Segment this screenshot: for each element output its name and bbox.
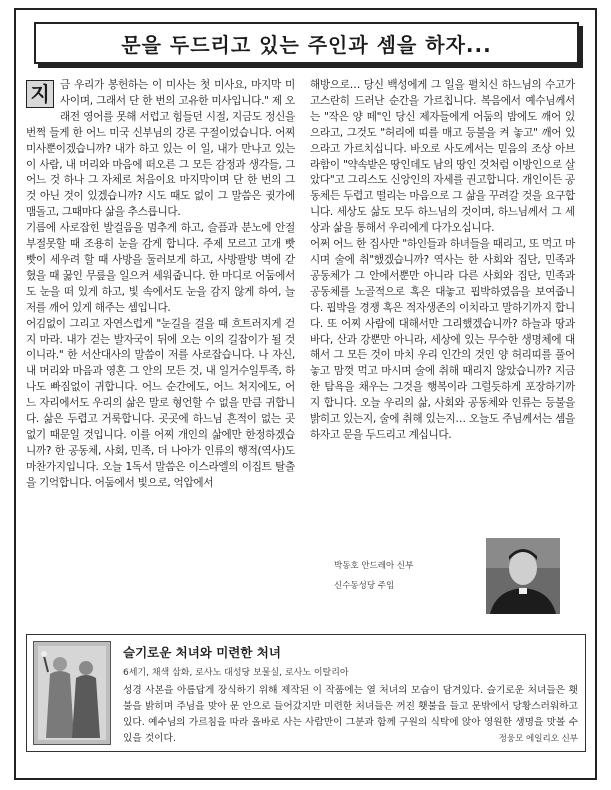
page-frame [14,8,597,780]
title-box [34,22,579,64]
article-paragraph: 해방으로… 당신 백성에게 그 일을 펼치신 하느님의 수고가 고스란히 드러난 순간을 가르칩니다. 복음에서 예수님께서는 "작은 양 떼"인 당신 제자들에게 어둠의 밤에도 깨어 있으라고, 그것도 "허리에 띠를 매고 등불을 켜 놓고" 깨어 있으라고 가르치십니다. 바오로 사도께서는 믿음의 조상 아브라함이 "약속받은 땅인데도 남의 땅인 것처럼 이방인으로 살았다"고 그리스도 신앙인의 자세를 권고합니다. 개인이든 공동체든 두렵고 떨리는 마음으로 그 삶을 꾸려갈 것을 요구합니다. 세상도 삶도 모두 하느님의 것이며, 하느님께서 그 세상과 삶을 통해서 우리에게 다가오십니다. [310,79,575,235]
author-name: 박동호 안드레아 신부 [334,561,414,571]
author-photo [486,538,560,614]
caption-text [123,643,578,747]
artwork-caption-box [26,634,586,752]
author-portrait-image [486,538,560,614]
artwork-image [33,641,111,745]
drop-cap: 지 [26,80,54,108]
author-block [334,556,413,596]
article-paragraph: 어김없이 그리고 자연스럽게 "눈길을 걸을 때 흐트러지게 걷지 마라. 내가 걷는 발자국이 뒤에 오는 이의 길잡이가 될 것이니라." 한 서산대사의 말씀이 저를 사로잡습니다. 나 자신, 내 머리와 마음과 영혼 그 안의 모든 것, 내 일거수일투족, 하나도 빠짐없이 귀합니다. 어느 순간에도, 어느 처지에도, 어느 자리에서도 우리의 삶은 말로 형언할 수 없을 만큼 귀합니다. 삶은 두렵고 거룩합니다. 곳곳에 하느님 흔적이 없는 곳 없기 때문일 것입니다. 이를 어찌 개인의 삶에만 한정하겠습니까? 한 공동체, 사회, 민족, 더 나아가 인류의 행적(역사)도 마찬가지입니다. 오늘 1독서 말씀은 이스라엘의 이집트 탈출을 기억합니다. 어둠에서 빛으로, 억압에서 [26,317,295,489]
caption-body-text: 성경 사본을 아름답게 장식하기 위해 제작된 이 작품에는 열 처녀의 모습이 담겨있다. 슬기로운 처녀들은 횃불을 밝히며 주님을 맞아 문 안으로 들어갔지만 미련한 처녀들은 꺼진 횃불을 들고 문밖에서 당황스러워하고 있다. 예수님의 가르침을 따라 올바로 사는 사람만이 그분과 함께 구원의 식탁에 앉아 영원한 생명을 맛볼 수 있을 것이다. [123,685,578,744]
caption-author: 정웅모 에일리오 신부 [498,734,578,744]
article-paragraph: 기름에 사로잡힌 발걸음을 멈추게 하고, 슬픔과 분노에 안절부절못할 때 조용히 눈을 감게 합니다. 주제 모르고 고개 빳빳이 세우려 할 때 사방을 둘러보게 하고, 사방팔방 벽에 갇혔을 때 꿇인 무릎을 일으켜 세워줍니다. 한 마디로 어둠에서도 눈을 떠 있게 하고, 빛 속에서도 눈을 감지 않게 하여, 늘 저를 깨어 있게 해주는 셈입니다. [26,222,295,314]
page-title: 문을 두드리고 있는 주인과 셈을 하자... [121,32,492,57]
virgins-painting-image [34,642,110,744]
caption-subtitle: 6세기, 채색 삽화, 로사노 대성당 보물실, 로사노 이탈리아 [123,668,349,678]
article-paragraph: 금 우리가 봉헌하는 이 미사는 첫 미사요, 마지막 미사이며, 그래서 단 한 번의 고유한 미사입니다." 제 오래전 영어를 못해 서럽고 힘들던 시절, 지금도 정신을 번쩍 들게 한 어느 미국 신부님의 강론 구절이었습니다. 어찌 미사뿐이겠습니까? 내가 하고 있는 이 일, 내가 만나고 있는 이 사람, 내 머리와 마음에 떠오른 그 모든 감정과 생각들, 그 어느 것 하나 그 자체로 처음이요 마지막이며 단 한 번의 그것 아닌 것이 있겠습니까? 시도 때도 없이 그 말씀은 귓가에 맴돌고, 그때마다 삶을 추스릅니다. [26,79,295,219]
article-left-column [26,78,295,492]
caption-title: 슬기로운 처녀와 미련한 처녀 [123,645,281,660]
article-paragraph: 어쩌 어느 한 집사만 "하인들과 하녀들을 때리고, 또 먹고 마시며 술에 취"했겠습니까? 역사는 한 사회와 집단, 민족과 공동체가 그 안에서뿐만 아니라 다른 사회와 집단, 민족과 공동체를 노골적으로 혹은 대놓고 핍박하였음을 보여줍니다. 핍박을 경쟁 혹은 적자생존의 이치라고 말하기까지 합니다. 또 어찌 사람에 대해서만 그리했겠습니까? 하늘과 땅과 바다, 산과 강뿐만 아니라, 세상에 있는 무수한 생명체에 대해서 그 모든 것이 마치 우리 인간의 것인 양 허리띠를 풀어놓고 맘껏 먹고 마시며 술에 취해 때리지 않았습니까? 지금한 탐욕을 채우는 그것을 행복이라 그럴듯하게 포장하기까지 합니다. 오늘 우리의 삶, 사회와 공동체와 인류는 등불을 밝히고 있는지, 술에 취해 있는지… 오늘도 주님께서는 셈을 하자고 문을 두드리고 계십니다. [310,238,575,441]
article-right-column [310,78,575,444]
author-role: 신수동성당 주임 [334,581,395,591]
caption-body [123,683,578,747]
